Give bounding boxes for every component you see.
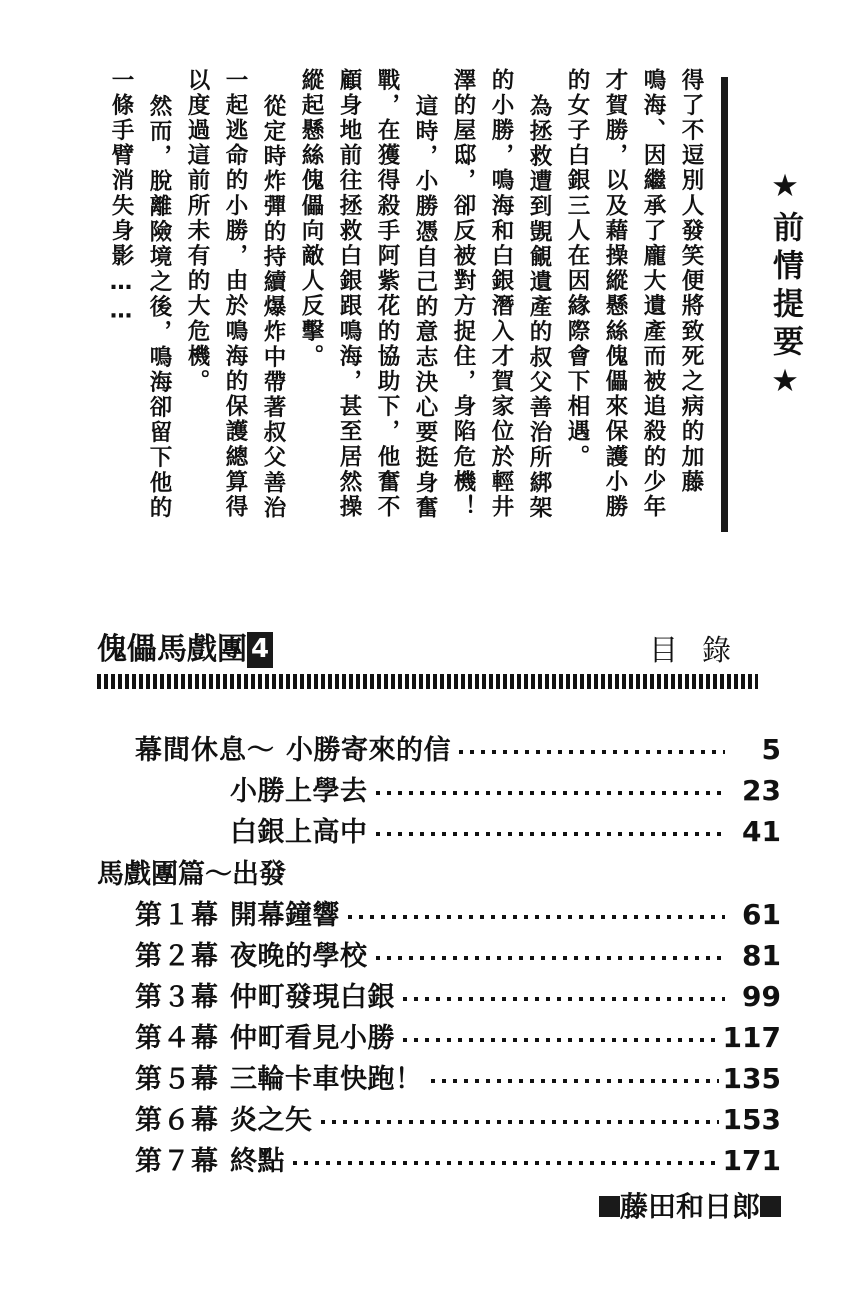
author-name: 藤田和日郎 <box>619 1190 760 1223</box>
toc-entry-row[interactable] <box>97 771 781 812</box>
synopsis-column: 顧身地前往拯救白銀跟鳴海，甚至居然操 <box>336 68 362 520</box>
book-title <box>97 630 273 670</box>
toc-entry-prefix: 第５幕 <box>135 1064 219 1095</box>
toc-label: 目錄 <box>648 633 755 667</box>
toc-entry-title: 仲町發現白銀 <box>230 982 395 1013</box>
synopsis-column: 澤的屋邸，卻反被對方捉住，身陷危機！ <box>450 68 476 520</box>
toc-entry-title: 三輪卡車快跑！ <box>230 1064 423 1095</box>
book-title-text: 傀儡馬戲團 <box>97 632 247 667</box>
toc-entry-title: 終點 <box>230 1146 285 1177</box>
toc-dot-leader <box>321 1109 719 1129</box>
synopsis-text-columns <box>92 68 702 608</box>
toc-entry-row[interactable] <box>97 977 781 1018</box>
toc-dot-leader <box>348 904 725 924</box>
synopsis-column: 這時，小勝憑自己的意志決心要挺身奮 <box>412 94 438 521</box>
toc-dot-leader <box>403 986 725 1006</box>
toc-dot-leader <box>293 1150 719 1170</box>
author-mark-right-icon <box>760 1196 781 1217</box>
synopsis-column: 以度過這前所未有的大危機。 <box>184 68 210 395</box>
synopsis-column: 為拯救遭到覬覦遺產的叔父善治所綁架 <box>526 94 552 521</box>
author-credit <box>599 1185 781 1225</box>
toc-entry-title: 開幕鐘響 <box>230 900 340 931</box>
synopsis-section <box>0 0 845 610</box>
toc-entry-page-number: 23 <box>742 774 781 807</box>
toc-group-title: 馬戲團篇～出發 <box>97 859 286 890</box>
toc-entry-row[interactable] <box>97 1141 781 1182</box>
toc-entry-title: 夜晚的學校 <box>230 941 368 972</box>
toc-dot-leader <box>431 1068 719 1088</box>
toc-entry-row[interactable] <box>97 936 781 977</box>
toc-dot-leader <box>376 945 726 965</box>
toc-entry-row[interactable] <box>97 895 781 936</box>
synopsis-column: 鳴海、因繼承了龐大遺產而被追殺的少年 <box>640 68 666 520</box>
synopsis-vertical-divider <box>721 77 728 532</box>
toc-entry-title: 仲町看見小勝 <box>230 1023 395 1054</box>
toc-entry-prefix: 第４幕 <box>135 1023 219 1054</box>
toc-entry-prefix: 第２幕 <box>135 941 219 972</box>
synopsis-column: 的女子白銀三人在因緣際會下相遇。 <box>564 68 590 470</box>
toc-header <box>97 630 757 674</box>
toc-entry-prefix: 第６幕 <box>135 1105 219 1136</box>
toc-striped-divider <box>97 674 758 689</box>
synopsis-column: 縱起懸絲傀儡向敵人反擊。 <box>298 68 324 370</box>
toc-entry-row[interactable] <box>97 1100 781 1141</box>
synopsis-column: 戰，在獲得殺手阿紫花的協助下，他奮不 <box>374 68 400 520</box>
toc-entry-page-number: 61 <box>742 898 781 931</box>
synopsis-column: 一起逃命的小勝，由於鳴海的保護總算得 <box>222 68 248 520</box>
synopsis-column: 得了不逗別人發笑便將致死之病的加藤 <box>678 68 704 495</box>
toc-entry-prefix: 第７幕 <box>135 1146 219 1177</box>
toc-dot-leader <box>376 780 726 800</box>
toc-dot-leader <box>403 1027 719 1047</box>
synopsis-column: 然而，脫離險境之後，鳴海卻留下他的 <box>146 94 172 521</box>
synopsis-heading: ★前情提要★ <box>767 168 803 406</box>
toc-dot-leader <box>376 821 726 841</box>
synopsis-column: 才賀勝，以及藉操縱懸絲傀儡來保護小勝 <box>602 68 628 520</box>
toc-entry-page-number: 41 <box>742 815 781 848</box>
toc-entry-prefix: 第１幕 <box>135 900 219 931</box>
table-of-contents-section <box>0 612 845 1302</box>
toc-entry-row[interactable] <box>97 730 781 771</box>
toc-entry-title: 小勝寄來的信 <box>286 735 451 766</box>
toc-entry-page-number: 99 <box>742 980 781 1013</box>
synopsis-column: 從定時炸彈的持續爆炸中帶著叔父善治 <box>260 94 286 521</box>
synopsis-column: 一條手臂消失身影…… <box>108 68 134 326</box>
toc-entry-row[interactable] <box>97 1059 781 1100</box>
toc-entry-page-number: 153 <box>722 1103 781 1136</box>
toc-entry-page-number: 117 <box>722 1021 781 1054</box>
author-mark-left-icon <box>599 1196 620 1217</box>
toc-entry-title: 白銀上高中 <box>230 817 368 848</box>
toc-entry-row[interactable] <box>97 812 781 853</box>
toc-entry-page-number: 135 <box>722 1062 781 1095</box>
synopsis-column: 的小勝，鳴海和白銀潛入才賀家位於輕井 <box>488 68 514 520</box>
toc-entry-page-number: 171 <box>722 1144 781 1177</box>
toc-entry-list <box>97 730 781 1182</box>
toc-entry-prefix: 幕間休息～ <box>135 735 275 766</box>
toc-entry-page-number: 5 <box>761 733 781 766</box>
toc-entry-prefix: 第３幕 <box>135 982 219 1013</box>
volume-number-badge: 4 <box>247 632 273 668</box>
toc-entry-row[interactable] <box>97 1018 781 1059</box>
toc-entry-title: 小勝上學去 <box>230 776 368 807</box>
toc-entry-page-number: 81 <box>742 939 781 972</box>
toc-dot-leader <box>459 739 725 759</box>
toc-entry-title: 炎之矢 <box>230 1105 313 1136</box>
